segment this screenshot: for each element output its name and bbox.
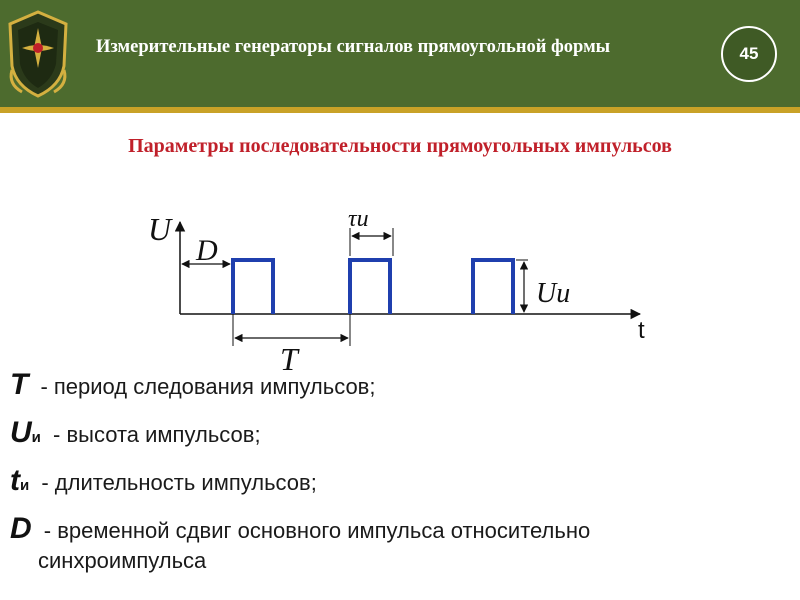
definition-delay	[10, 512, 790, 582]
definition-symbol: T	[10, 368, 29, 401]
definition-text: - период следования импульсов;	[34, 374, 376, 399]
header-bar	[0, 0, 800, 107]
pulse-2	[350, 260, 390, 314]
delay-label: D	[196, 234, 218, 267]
x-axis-label: t	[638, 317, 645, 344]
definition-symbol: t	[10, 464, 20, 497]
definitions-list	[10, 368, 790, 582]
definition-period	[10, 368, 790, 416]
definition-duration	[10, 464, 790, 512]
amplitude-label: Uи	[536, 278, 571, 309]
width-label: τи	[348, 206, 369, 232]
definition-text: - временной сдвиг основного импульса относительно	[37, 518, 591, 543]
definition-text: - длительность импульсов;	[35, 470, 317, 495]
pulse-diagram	[140, 200, 660, 375]
emblem-icon	[4, 8, 72, 100]
header-divider	[0, 107, 800, 113]
definition-amplitude	[10, 416, 790, 464]
slide-subtitle: Параметры последовательности прямоугольных импульсов	[128, 135, 672, 157]
definition-text: - высота импульсов;	[46, 422, 261, 447]
period-label: T	[280, 341, 298, 375]
definition-subscript: и	[31, 429, 41, 446]
pulse-1	[233, 260, 273, 314]
header-title: Измерительные генераторы сигналов прямоугольной формы	[96, 37, 611, 57]
definition-symbol: D	[10, 512, 32, 545]
y-axis-label: U	[148, 211, 172, 247]
slide-number-badge: 45	[721, 26, 777, 82]
definition-continuation: синхроимпульса	[38, 548, 207, 573]
pulse-3	[473, 260, 513, 314]
definition-symbol: U	[10, 416, 32, 449]
definition-subscript: и	[20, 477, 30, 494]
